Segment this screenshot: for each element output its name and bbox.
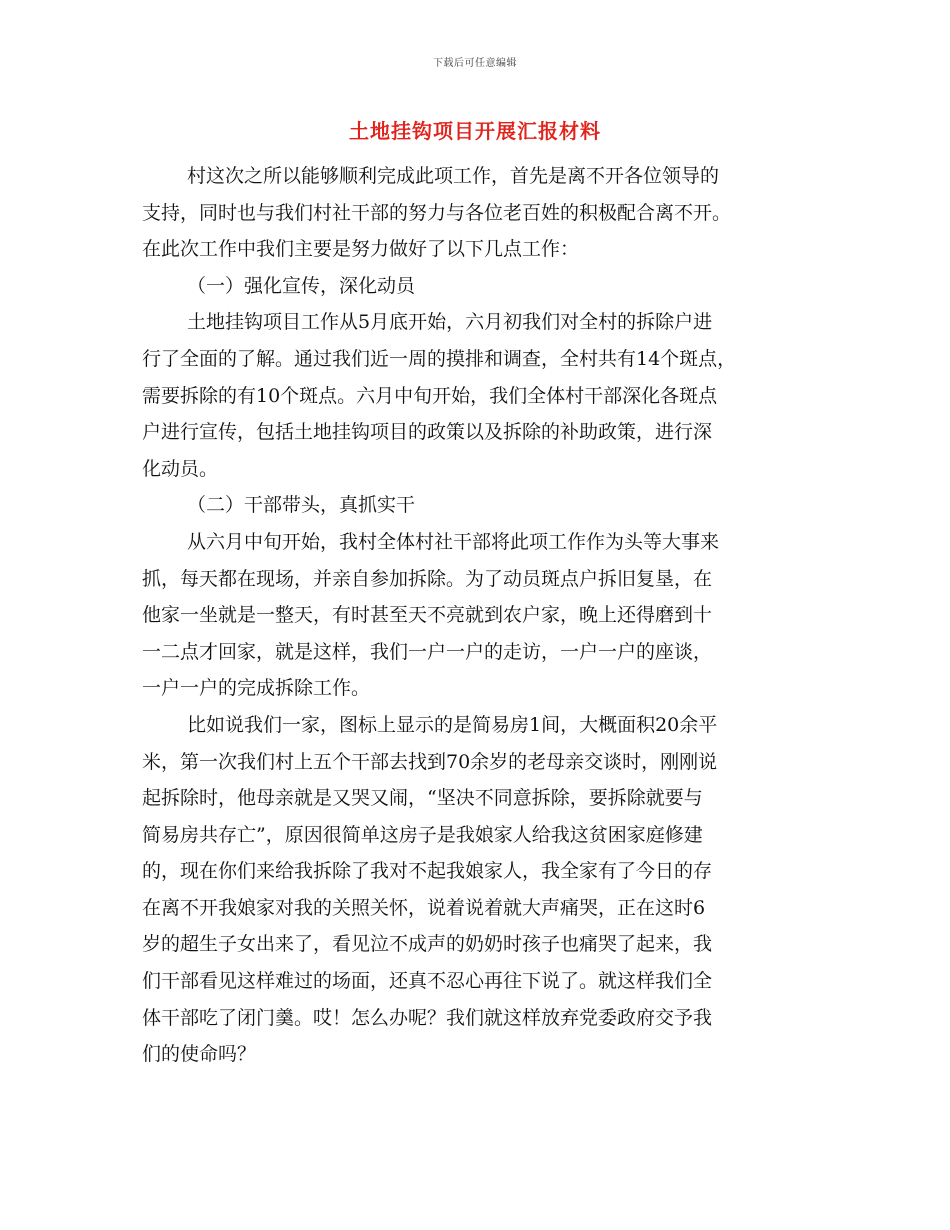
paragraph-line: 岁的超生子女出来了，看见泣不成声的奶奶时孩子也痛哭了起来，我 xyxy=(142,933,713,956)
document-title: 土地挂钩项目开展汇报材料 xyxy=(349,119,601,143)
paragraph-line: 化动员。 xyxy=(142,457,219,480)
paragraph-line: 在此次工作中我们主要是努力做好了以下几点工作： xyxy=(142,238,580,261)
paragraph-line: 他家一坐就是一整天，有时甚至天不亮就到农户家，晚上还得磨到十 xyxy=(142,604,713,627)
page-header: 下载后可任意编辑 xyxy=(433,58,517,69)
section-heading: （二）干部带头，真抓实干 xyxy=(187,494,416,517)
document-body xyxy=(142,158,810,1073)
paragraph-line: 比如说我们一家，图标上显示的是简易房1间，大概面积20余平 xyxy=(187,713,718,736)
paragraph-line: 一二点才回家，就是这样，我们一户一户的走访，一户一户的座谈， xyxy=(142,640,713,663)
paragraph-line: 体干部吃了闭门羹。哎！怎么办呢？我们就这样放弃党委政府交予我 xyxy=(142,1006,713,1029)
paragraph-line: 村这次之所以能够顺利完成此项工作，首先是离不开各位领导的 xyxy=(187,165,720,187)
paragraph-line: 起拆除时，他母亲就是又哭又闹，“坚决不同意拆除，要拆除就要与 xyxy=(142,787,703,810)
paragraph-line: 的，现在你们来给我拆除了我对不起我娘家人，我全家有了今日的存 xyxy=(142,860,713,883)
paragraph-line: 米，第一次我们村上五个干部去找到70余岁的老母亲交谈时，刚刚说 xyxy=(142,750,718,773)
paragraph-line: 们干部看见这样难过的场面，还真不忍心再往下说了。就这样我们全 xyxy=(142,970,713,993)
paragraph-line: 简易房共存亡”，原因很简单这房子是我娘家人给我这贫困家庭修建 xyxy=(142,823,703,846)
paragraph-line: 们的使命吗？ xyxy=(142,1043,257,1066)
paragraph-line: 抓，每天都在现场，并亲自参加拆除。为了动员斑点户拆旧复垦，在 xyxy=(142,567,713,590)
paragraph-line: 支持，同时也与我们村社干部的努力与各位老百姓的积极配合离不开。 xyxy=(142,201,732,224)
section-heading: （一）强化宣传，深化动员 xyxy=(187,274,416,297)
paragraph-line: 户进行宣传，包括土地挂钩项目的政策以及拆除的补助政策，进行深 xyxy=(142,421,713,444)
paragraph-line: 一户一户的完成拆除工作。 xyxy=(142,677,371,700)
paragraph-line: 在离不开我娘家对我的关照关怀，说着说着就大声痛哭，正在这时6 xyxy=(142,896,706,919)
paragraph-line: 土地挂钩项目工作从5月底开始，六月初我们对全村的拆除户进 xyxy=(187,311,713,334)
paragraph-line: 从六月中旬开始，我村全体村社干部将此项工作作为头等大事来 xyxy=(187,530,720,553)
paragraph-line: 行了全面的了解。通过我们近一周的摸排和调查，全村共有14个斑点， xyxy=(142,347,737,370)
paragraph-line: 需要拆除的有10个斑点。六月中旬开始，我们全体村干部深化各斑点 xyxy=(142,384,718,407)
